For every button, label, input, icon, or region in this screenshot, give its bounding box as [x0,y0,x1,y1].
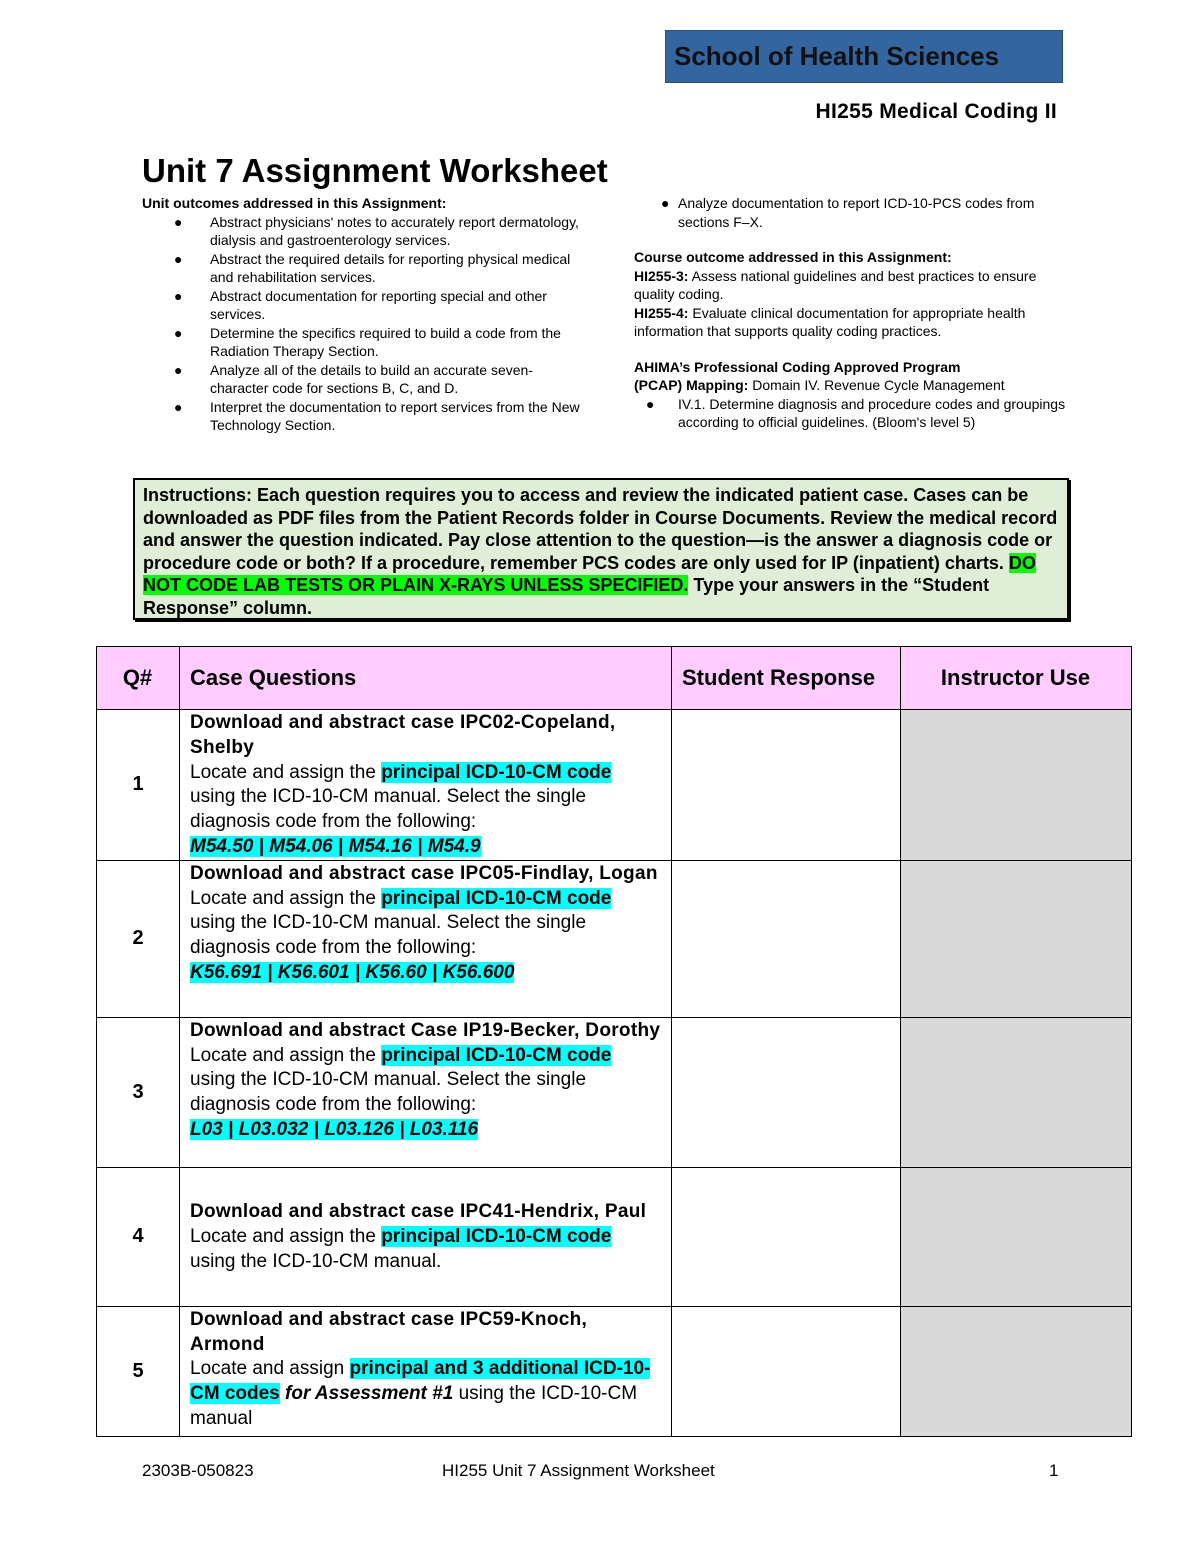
footer-doc-id: 2303B-050823 [142,1461,254,1480]
table-row [97,860,1132,1017]
student-response-cell[interactable] [672,1167,901,1306]
pcap-heading: AHIMA’s Professional Coding Approved Program [634,358,961,375]
list-item: ● Analyze documentation to report ICD-10-PCS codes from sections F–X. [661,195,1035,230]
list-item: ● Interpret the documentation to report services from the New Technology Section. [174,398,580,433]
bullet-icon: ● [174,213,183,230]
header-case-questions: Case Questions [180,647,672,710]
footer-title: HI255 Unit 7 Assignment Worksheet [442,1461,715,1480]
header-qnum: Q# [97,647,180,710]
right-outcomes [634,194,1074,432]
student-response-cell[interactable] [672,1017,901,1167]
list-item: ● Determine the specifics required to build a code from the Radiation Therapy Section. [174,324,561,359]
questions-table [96,646,1132,1437]
list-item: ● Analyze all of the details to build an accurate seven-character code for sections B, C, and D. [174,361,533,396]
code-options: K56.691 | K56.601 | K56.60 | K56.600 [190,961,515,983]
school-banner [665,30,1063,83]
question-text: Download and abstract Case IP19-Becker, Dorothy Locate and assign the principal ICD-10-CM code using the ICD-10-CM manual. Select the single diagnosis code from the following: L03 | L03.032 | L03.126 | L03.116 [180,1017,672,1167]
table-header-row [97,647,1132,710]
question-text: Download and abstract case IPC59-Knoch, Armond Locate and assign principal and 3 additional ICD-10-CM codes for Assessment #1 using the ICD-10-CM manual [180,1306,672,1436]
table-row [97,1167,1132,1306]
list-item: ● Abstract physicians' notes to accurately report dermatology, dialysis and gastroenterology services. [174,213,579,248]
instructor-use-cell [901,1167,1132,1306]
code-options: M54.50 | M54.06 | M54.16 | M54.9 [190,835,481,857]
table-row [97,1017,1132,1167]
question-number: 4 [97,1167,180,1306]
question-number: 5 [97,1306,180,1436]
instructor-use-cell [901,1017,1132,1167]
bullet-icon: ● [174,287,183,304]
instructor-use-cell [901,860,1132,1017]
bullet-icon: ● [646,395,655,412]
question-text: Download and abstract case IPC02-Copeland, Shelby Locate and assign the principal ICD-10-CM code using the ICD-10-CM manual. Select the single diagnosis code from the following: M54.50 | M54.06 | M54.16 | M54.9 [180,710,672,861]
header-student-response: Student Response [672,647,901,710]
list-item: ● Abstract documentation for reporting special and other services. [174,287,547,322]
course-outcomes-heading: Course outcome addressed in this Assignment: [634,249,952,265]
instructions-box: Instructions: Each question requires you to access and review the indicated patient case. Cases can be downloaded as PDF files from the Patient Records folder in Course Documents. Review the medical record and answer the question indicated. Pay close attention to the question—is the answer a diagnosis code or procedure code or both? If a procedure, remember PCS codes are only used for IP (inpatient) charts. DO NOT CODE LAB TESTS OR PLAIN X-RAYS UNLESS SPECIFIED. Type your answers in the “Student Response” column. [133,478,1069,620]
question-number: 1 [97,710,180,861]
bullet-icon: ● [661,195,670,211]
unit-outcomes-continued [634,194,1074,231]
course-title: HI255 Medical Coding II [815,100,1057,123]
bullet-icon: ● [174,361,183,378]
page-title: Unit 7 Assignment Worksheet [142,152,608,189]
table-row [97,710,1132,861]
warning-highlight: DO NOT CODE LAB TESTS OR PLAIN X-RAYS UNLESS SPECIFIED. [143,552,1036,595]
unit-outcomes [142,194,582,435]
list-item: ● IV.1. Determine diagnosis and procedure codes and groupings according to official guidelines. (Bloom's level 5) [646,395,1066,430]
question-number: 2 [97,860,180,1017]
student-response-cell[interactable] [672,710,901,861]
table-row [97,1306,1132,1436]
unit-outcomes-heading: Unit outcomes addressed in this Assignment: [142,195,447,211]
course-outcome-2: HI255-4: Evaluate clinical documentation for appropriate health information that supports quality coding practices. [634,304,1026,339]
instructor-use-cell [901,1306,1132,1436]
header-instructor-use: Instructor Use [901,647,1132,710]
instructor-use-cell [901,710,1132,861]
pcap-list [606,395,1074,432]
list-item: ● Abstract the required details for reporting physical medical and rehabilitation services. [174,250,571,285]
student-response-cell[interactable] [672,1306,901,1436]
student-response-cell[interactable] [672,860,901,1017]
bullet-icon: ● [174,398,183,415]
code-options: L03 | L03.032 | L03.126 | L03.116 [190,1118,479,1140]
bullet-icon: ● [174,324,183,341]
question-text: Download and abstract case IPC05-Findlay, Logan Locate and assign the principal ICD-10-CM code using the ICD-10-CM manual. Select the single diagnosis code from the following: K56.691 | K56.601 | K56.60 | K56.600 [180,860,672,1017]
question-number: 3 [97,1017,180,1167]
bullet-icon: ● [174,250,183,267]
unit-outcomes-list [142,213,582,435]
pcap-mapping: (PCAP) Mapping: Domain IV. Revenue Cycle Management [634,377,1005,393]
course-outcome-1: HI255-3: Assess national guidelines and best practices to ensure quality coding. [634,267,1037,302]
question-text: Download and abstract case IPC41-Hendrix, Paul Locate and assign the principal ICD-10-CM code using the ICD-10-CM manual. [180,1167,672,1306]
school-name: School of Health Sciences [674,41,1000,71]
footer-page-number: 1 [1049,1461,1059,1480]
